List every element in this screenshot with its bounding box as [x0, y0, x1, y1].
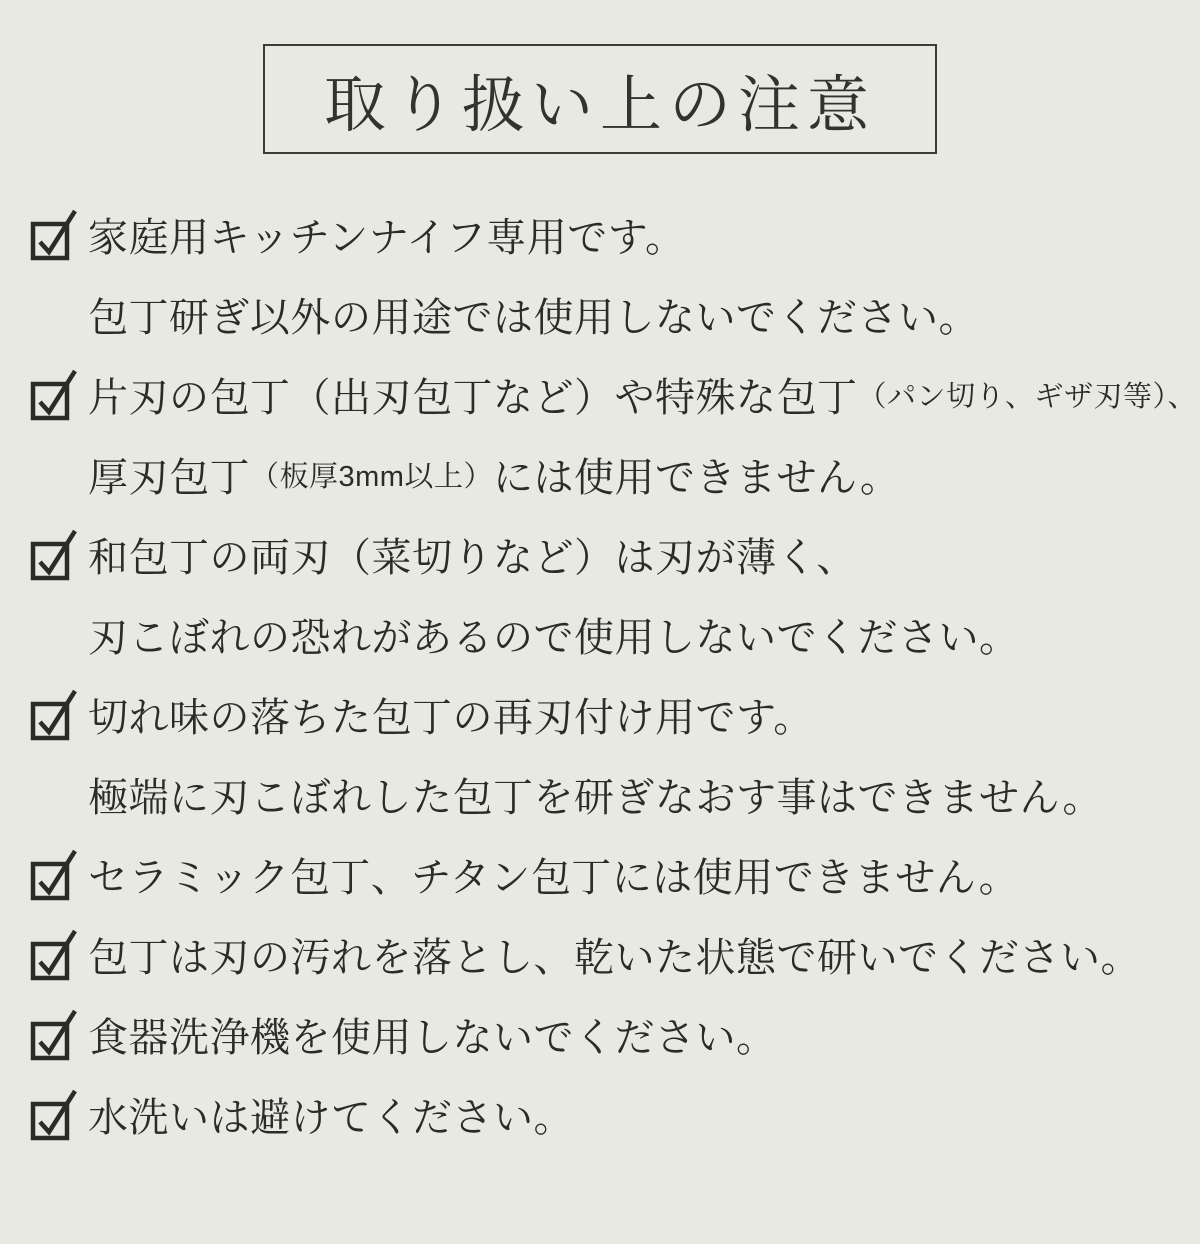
item-text: 切れ味の落ちた包丁の再刃付け用です。 [88, 695, 814, 740]
item-text: には使用できません。 [492, 455, 901, 500]
item-text: 極端に刃こぼれした包丁を研ぎなおす事はできません。 [88, 775, 1103, 820]
checked-checkbox-icon [30, 1007, 78, 1061]
item-text: 片刃の包丁（出刃包丁など）や特殊な包丁 [88, 375, 858, 420]
item-text-small: （パン切り、ギザ刃等）、 [857, 380, 1198, 413]
page-title: 取り扱い上の注意 [323, 71, 876, 140]
precaution-list [0, 194, 1200, 1154]
item-text-small: （板厚3mm以上） [250, 460, 493, 493]
list-item [0, 514, 1200, 594]
list-item [0, 354, 1200, 434]
item-text: 和包丁の両刃（菜切りなど）は刃が薄く、 [88, 535, 857, 580]
list-item [0, 674, 1200, 754]
checked-checkbox-icon [30, 367, 78, 421]
list-item [0, 914, 1200, 994]
item-text: 包丁研ぎ以外の用途では使用しないでください。 [88, 295, 979, 340]
list-item-continuation [0, 274, 1200, 354]
checked-checkbox-icon [30, 927, 78, 981]
list-item [0, 994, 1200, 1074]
checked-checkbox-icon [30, 1087, 78, 1141]
item-text: 家庭用キッチンナイフ専用です。 [88, 215, 686, 260]
list-item [0, 1074, 1200, 1154]
item-text: 食器洗浄機を使用しないでください。 [88, 1015, 777, 1060]
list-item-continuation [0, 754, 1200, 834]
item-text: 刃こぼれの恐れがあるので使用しないでください。 [88, 615, 1020, 660]
checked-checkbox-icon [30, 207, 78, 261]
item-text: 包丁は刃の汚れを落とし、乾いた状態で研いでください。 [88, 935, 1141, 980]
checked-checkbox-icon [30, 687, 78, 741]
checked-checkbox-icon [30, 527, 78, 581]
item-text: 水洗いは避けてください。 [88, 1095, 574, 1140]
item-text: セラミック包丁、チタン包丁には使用できません。 [88, 855, 1020, 900]
checked-checkbox-icon [30, 847, 78, 901]
list-item-continuation [0, 594, 1200, 674]
list-item [0, 834, 1200, 914]
list-item [0, 194, 1200, 274]
title-box [263, 44, 937, 154]
list-item-continuation [0, 434, 1200, 514]
item-text: 厚刃包丁 [88, 455, 250, 500]
